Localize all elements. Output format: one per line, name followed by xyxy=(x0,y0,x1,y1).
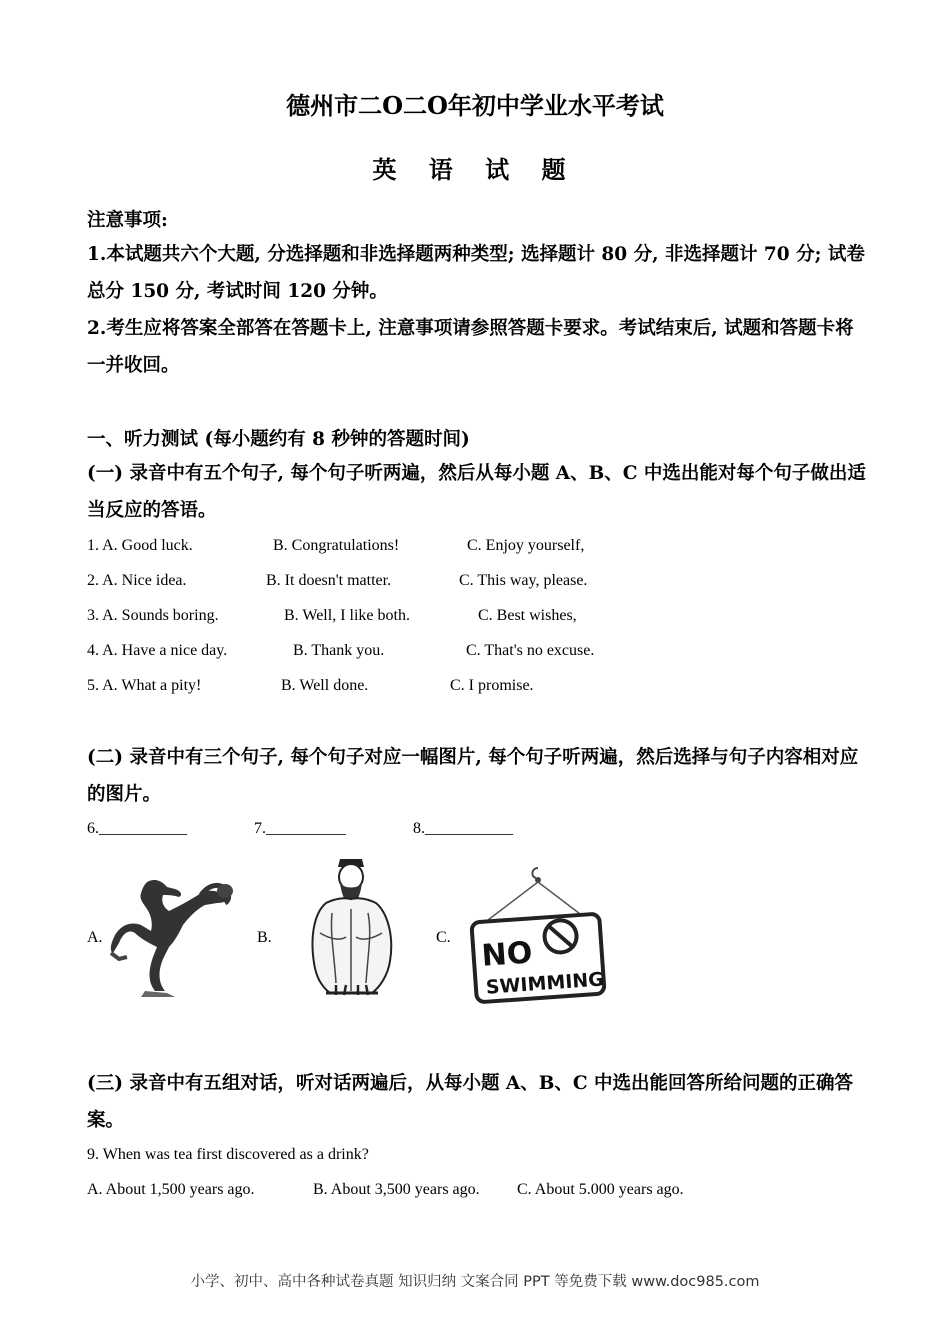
sign-text-swimming: SWIMMING xyxy=(485,968,605,999)
q2-option-a: 2. A. Nice idea. xyxy=(87,572,187,589)
q4-option-b: B. Thank you. xyxy=(293,642,385,659)
q5-option-a: 5. A. What a pity! xyxy=(87,677,202,694)
q3-option-a: 3. A. Sounds boring. xyxy=(87,607,219,624)
q9-option-a: A. About 1,500 years ago. xyxy=(87,1181,255,1198)
picture-c-label: C. xyxy=(436,929,451,946)
picture-a-label: A. xyxy=(87,929,103,946)
section1-heading: 一、听力测试 (每小题约有 8 秒钟的答题时间) xyxy=(87,429,470,450)
q5-option-b: B. Well done. xyxy=(281,677,369,694)
q4-option-c: C. That's no excuse. xyxy=(466,642,595,659)
q1-option-a: 1. A. Good luck. xyxy=(87,537,193,554)
q9-option-c: C. About 5.000 years ago. xyxy=(517,1181,684,1198)
page-footer: 小学、初中、高中各种试卷真题 知识归纳 文案合同 PPT 等免费下载 www.doc985.com xyxy=(190,1274,760,1290)
part1-instruction: (一) 录音中有五个句子, 每个句子听两遍，然后从每小题 A、B、C 中选出能对每个句子做出适当反应的答语。 xyxy=(87,463,866,521)
q2-option-b: B. It doesn't matter. xyxy=(266,572,392,589)
runner-icon xyxy=(105,873,240,998)
notice-item-1: 1.本试题共六个大题, 分选择题和非选择题两种类型; 选择题计 80 分, 非选择题计 70 分; 试卷总分 150 分, 考试时间 120 分钟。 xyxy=(87,244,865,302)
q5-option-c: C. I promise. xyxy=(450,677,534,694)
no-swimming-sign-icon xyxy=(466,862,611,1007)
q9-question: 9. When was tea first discovered as a drink? xyxy=(87,1146,369,1163)
exam-subtitle: 英 语 试 题 xyxy=(372,155,578,184)
q2-option-c: C. This way, please. xyxy=(459,572,588,589)
q1-option-c: C. Enjoy yourself, xyxy=(467,537,585,554)
q3-option-c: C. Best wishes, xyxy=(478,607,577,624)
q3-option-b: B. Well, I like both. xyxy=(284,607,410,624)
q4-option-a: 4. A. Have a nice day. xyxy=(87,642,228,659)
q1-option-b: B. Congratulations! xyxy=(273,537,400,554)
sign-text-no: NO xyxy=(480,935,534,974)
q9-option-b: B. About 3,500 years ago. xyxy=(313,1181,480,1198)
notice-item-2: 2.考生应将答案全部答在答题卡上, 注意事项请参照答题卡要求。考试结束后, 试题和答题卡将一并收回。 xyxy=(87,318,854,376)
answer-blank-7: 7.__________ xyxy=(254,820,346,837)
part2-instruction: (二) 录音中有三个句子, 每个句子对应一幅图片, 每个句子听两遍，然后选择与句子内容相对应的图片。 xyxy=(87,747,859,805)
part3-instruction: (三) 录音中有五组对话，听对话两遍后，从每小题 A、B、C 中选出能回答所给问题的正确答案。 xyxy=(87,1073,854,1131)
answer-blank-6: 6.___________ xyxy=(87,820,187,837)
confucius-icon xyxy=(296,853,406,998)
picture-b-label: B. xyxy=(257,929,272,946)
exam-title: 德州市二O二O年初中学业水平考试 xyxy=(286,91,664,120)
answer-blank-8: 8.___________ xyxy=(413,820,513,837)
notice-heading: 注意事项: xyxy=(87,210,168,231)
